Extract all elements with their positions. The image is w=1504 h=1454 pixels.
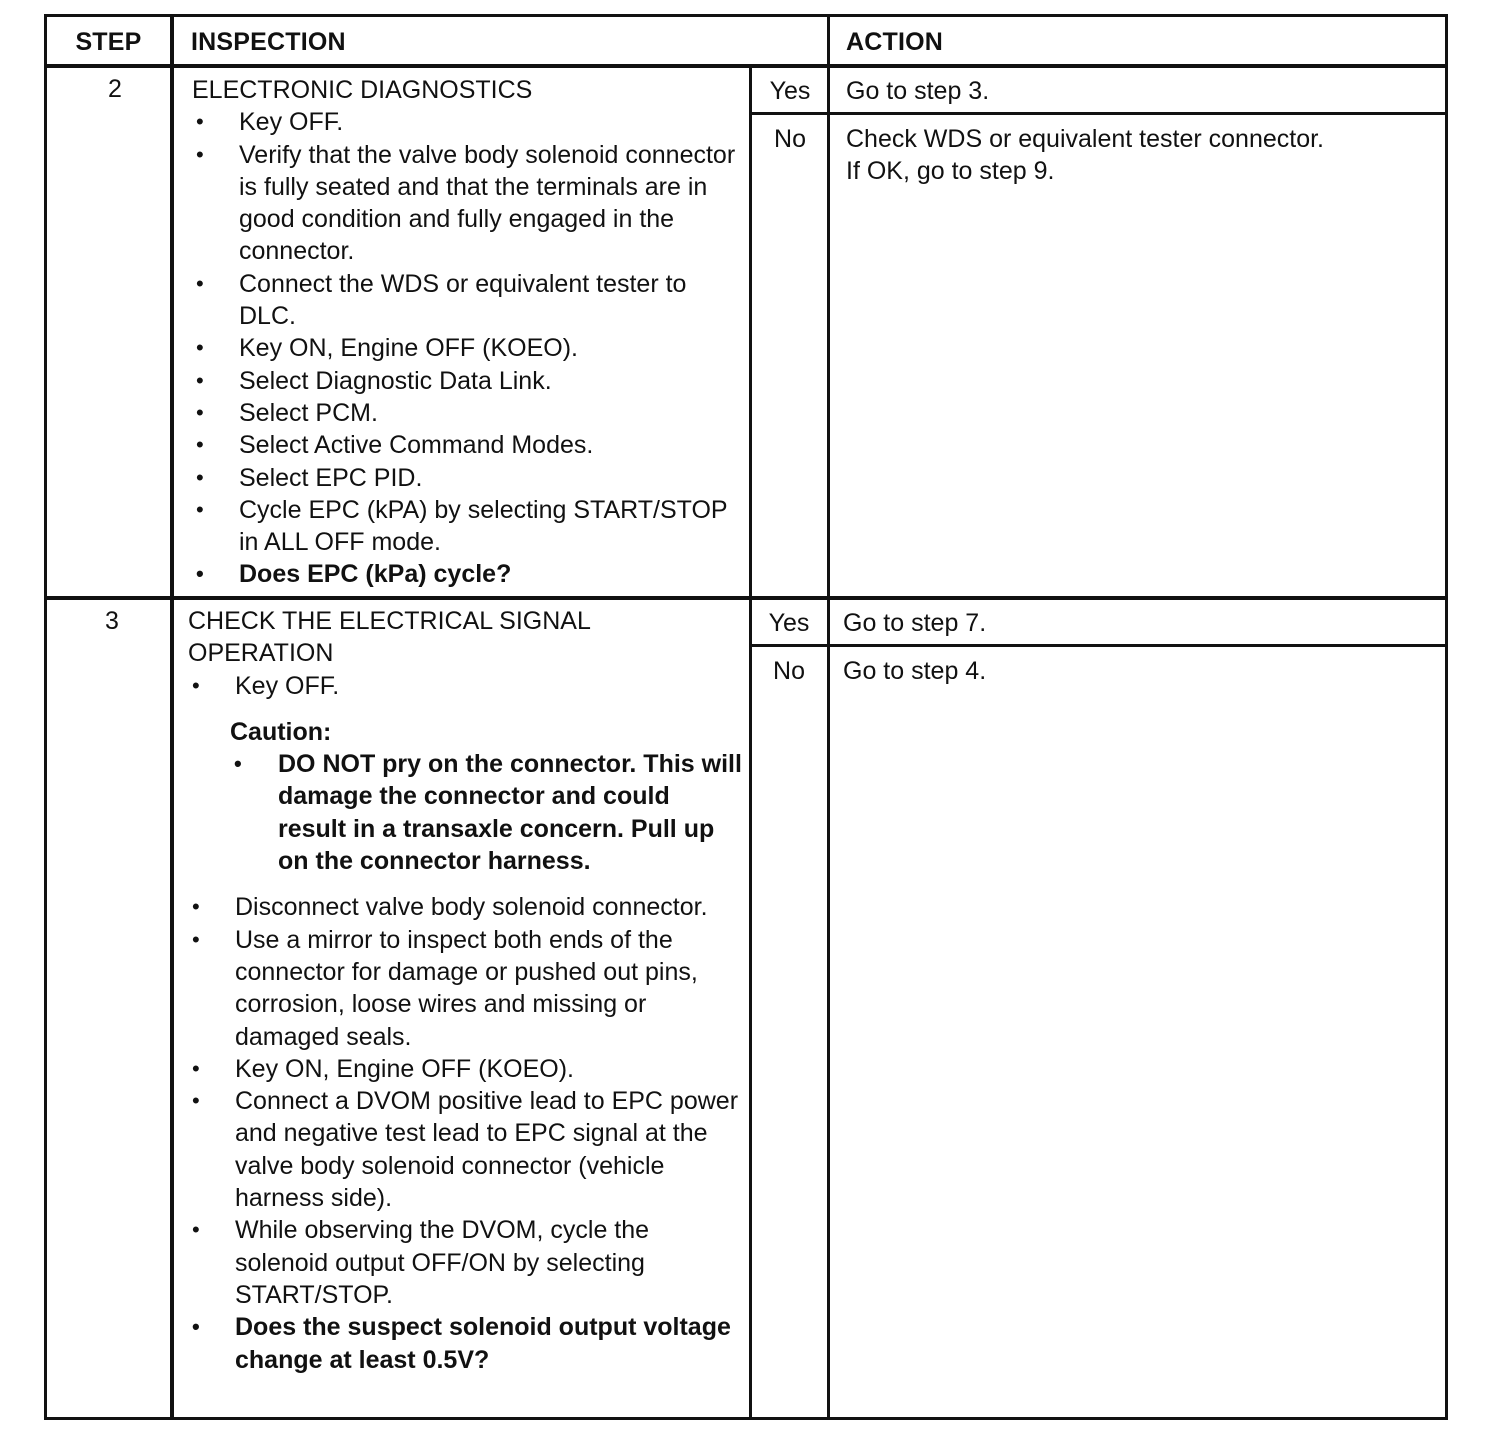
list-item: • Key OFF. <box>188 670 744 702</box>
list-item: • While observing the DVOM, cycle the solenoid output OFF/ON by selecting START/STOP. <box>188 1214 744 1311</box>
yes-label: Yes <box>769 77 811 105</box>
list-item: • Disconnect valve body solenoid connector. <box>188 891 744 923</box>
yes-action: Go to step 7. <box>843 609 987 637</box>
yes-action: Go to step 3. <box>846 77 990 105</box>
no-label: No <box>774 125 806 153</box>
inspection-cell-step-3 <box>188 605 744 1376</box>
yes-label: Yes <box>768 609 810 637</box>
caution-title: Caution: <box>230 717 332 746</box>
yesno-column-divider <box>749 64 752 1420</box>
step-column-divider <box>170 14 174 1420</box>
list-item: • Key ON, Engine OFF (KOEO). <box>192 332 742 364</box>
list-item: • Connect the WDS or equivalent tester to DLC. <box>192 268 742 333</box>
row2-yes-divider <box>752 112 1448 115</box>
inspection-question: • Does EPC (kPa) cycle? <box>192 558 742 590</box>
step-number: 3 <box>105 607 119 635</box>
header-action: ACTION <box>846 28 944 56</box>
no-action <box>846 123 1436 188</box>
list-item: • Key ON, Engine OFF (KOEO). <box>188 1053 744 1085</box>
no-action: Go to step 4. <box>843 657 987 685</box>
list-item: • Verify that the valve body solenoid connector is fully seated and that the terminals are in good condition and fully engaged in the connector. <box>192 139 742 268</box>
caution-text: • DO NOT pry on the connector. This will damage the connector and could result in a transaxle concern. Pull up on the connector harness. <box>230 748 744 877</box>
inspection-question: • Does the suspect solenoid output voltage change at least 0.5V? <box>188 1311 744 1376</box>
inspection-title: CHECK THE ELECTRICAL SIGNAL OPERATION <box>188 607 590 668</box>
list-item: • Key OFF. <box>192 106 742 138</box>
list-item: • Select PCM. <box>192 397 742 429</box>
list-item: • Select Diagnostic Data Link. <box>192 365 742 397</box>
row3-yes-divider <box>750 644 1448 647</box>
header-inspection: INSPECTION <box>191 28 346 56</box>
header-step: STEP <box>75 28 142 56</box>
header-divider <box>44 64 1448 68</box>
inspection-bullets <box>188 670 744 702</box>
list-item: • Select EPC PID. <box>192 462 742 494</box>
caution-block <box>230 716 744 877</box>
no-action-line: If OK, go to step 9. <box>846 157 1055 186</box>
row-divider <box>44 596 1448 600</box>
no-label: No <box>773 657 805 685</box>
list-item: • Use a mirror to inspect both ends of the connector for damage or pushed out pins, corrosion, loose wires and missing or damaged seals. <box>188 924 744 1053</box>
caution-list <box>230 748 744 877</box>
inspection-bullets <box>192 106 742 590</box>
inspection-bullets <box>188 891 744 1375</box>
inspection-cell-step-2 <box>192 74 742 591</box>
inspection-title: ELECTRONIC DIAGNOSTICS <box>192 76 533 104</box>
step-number: 2 <box>108 75 122 103</box>
action-column-divider <box>827 14 830 1420</box>
list-item: • Connect a DVOM positive lead to EPC power and negative test lead to EPC signal at the valve body solenoid connector (vehicle harness side). <box>188 1085 744 1214</box>
no-action-line: Check WDS or equivalent tester connector. <box>846 125 1325 153</box>
list-item: • Cycle EPC (kPA) by selecting START/STOP in ALL OFF mode. <box>192 494 742 559</box>
list-item: • Select Active Command Modes. <box>192 429 742 461</box>
